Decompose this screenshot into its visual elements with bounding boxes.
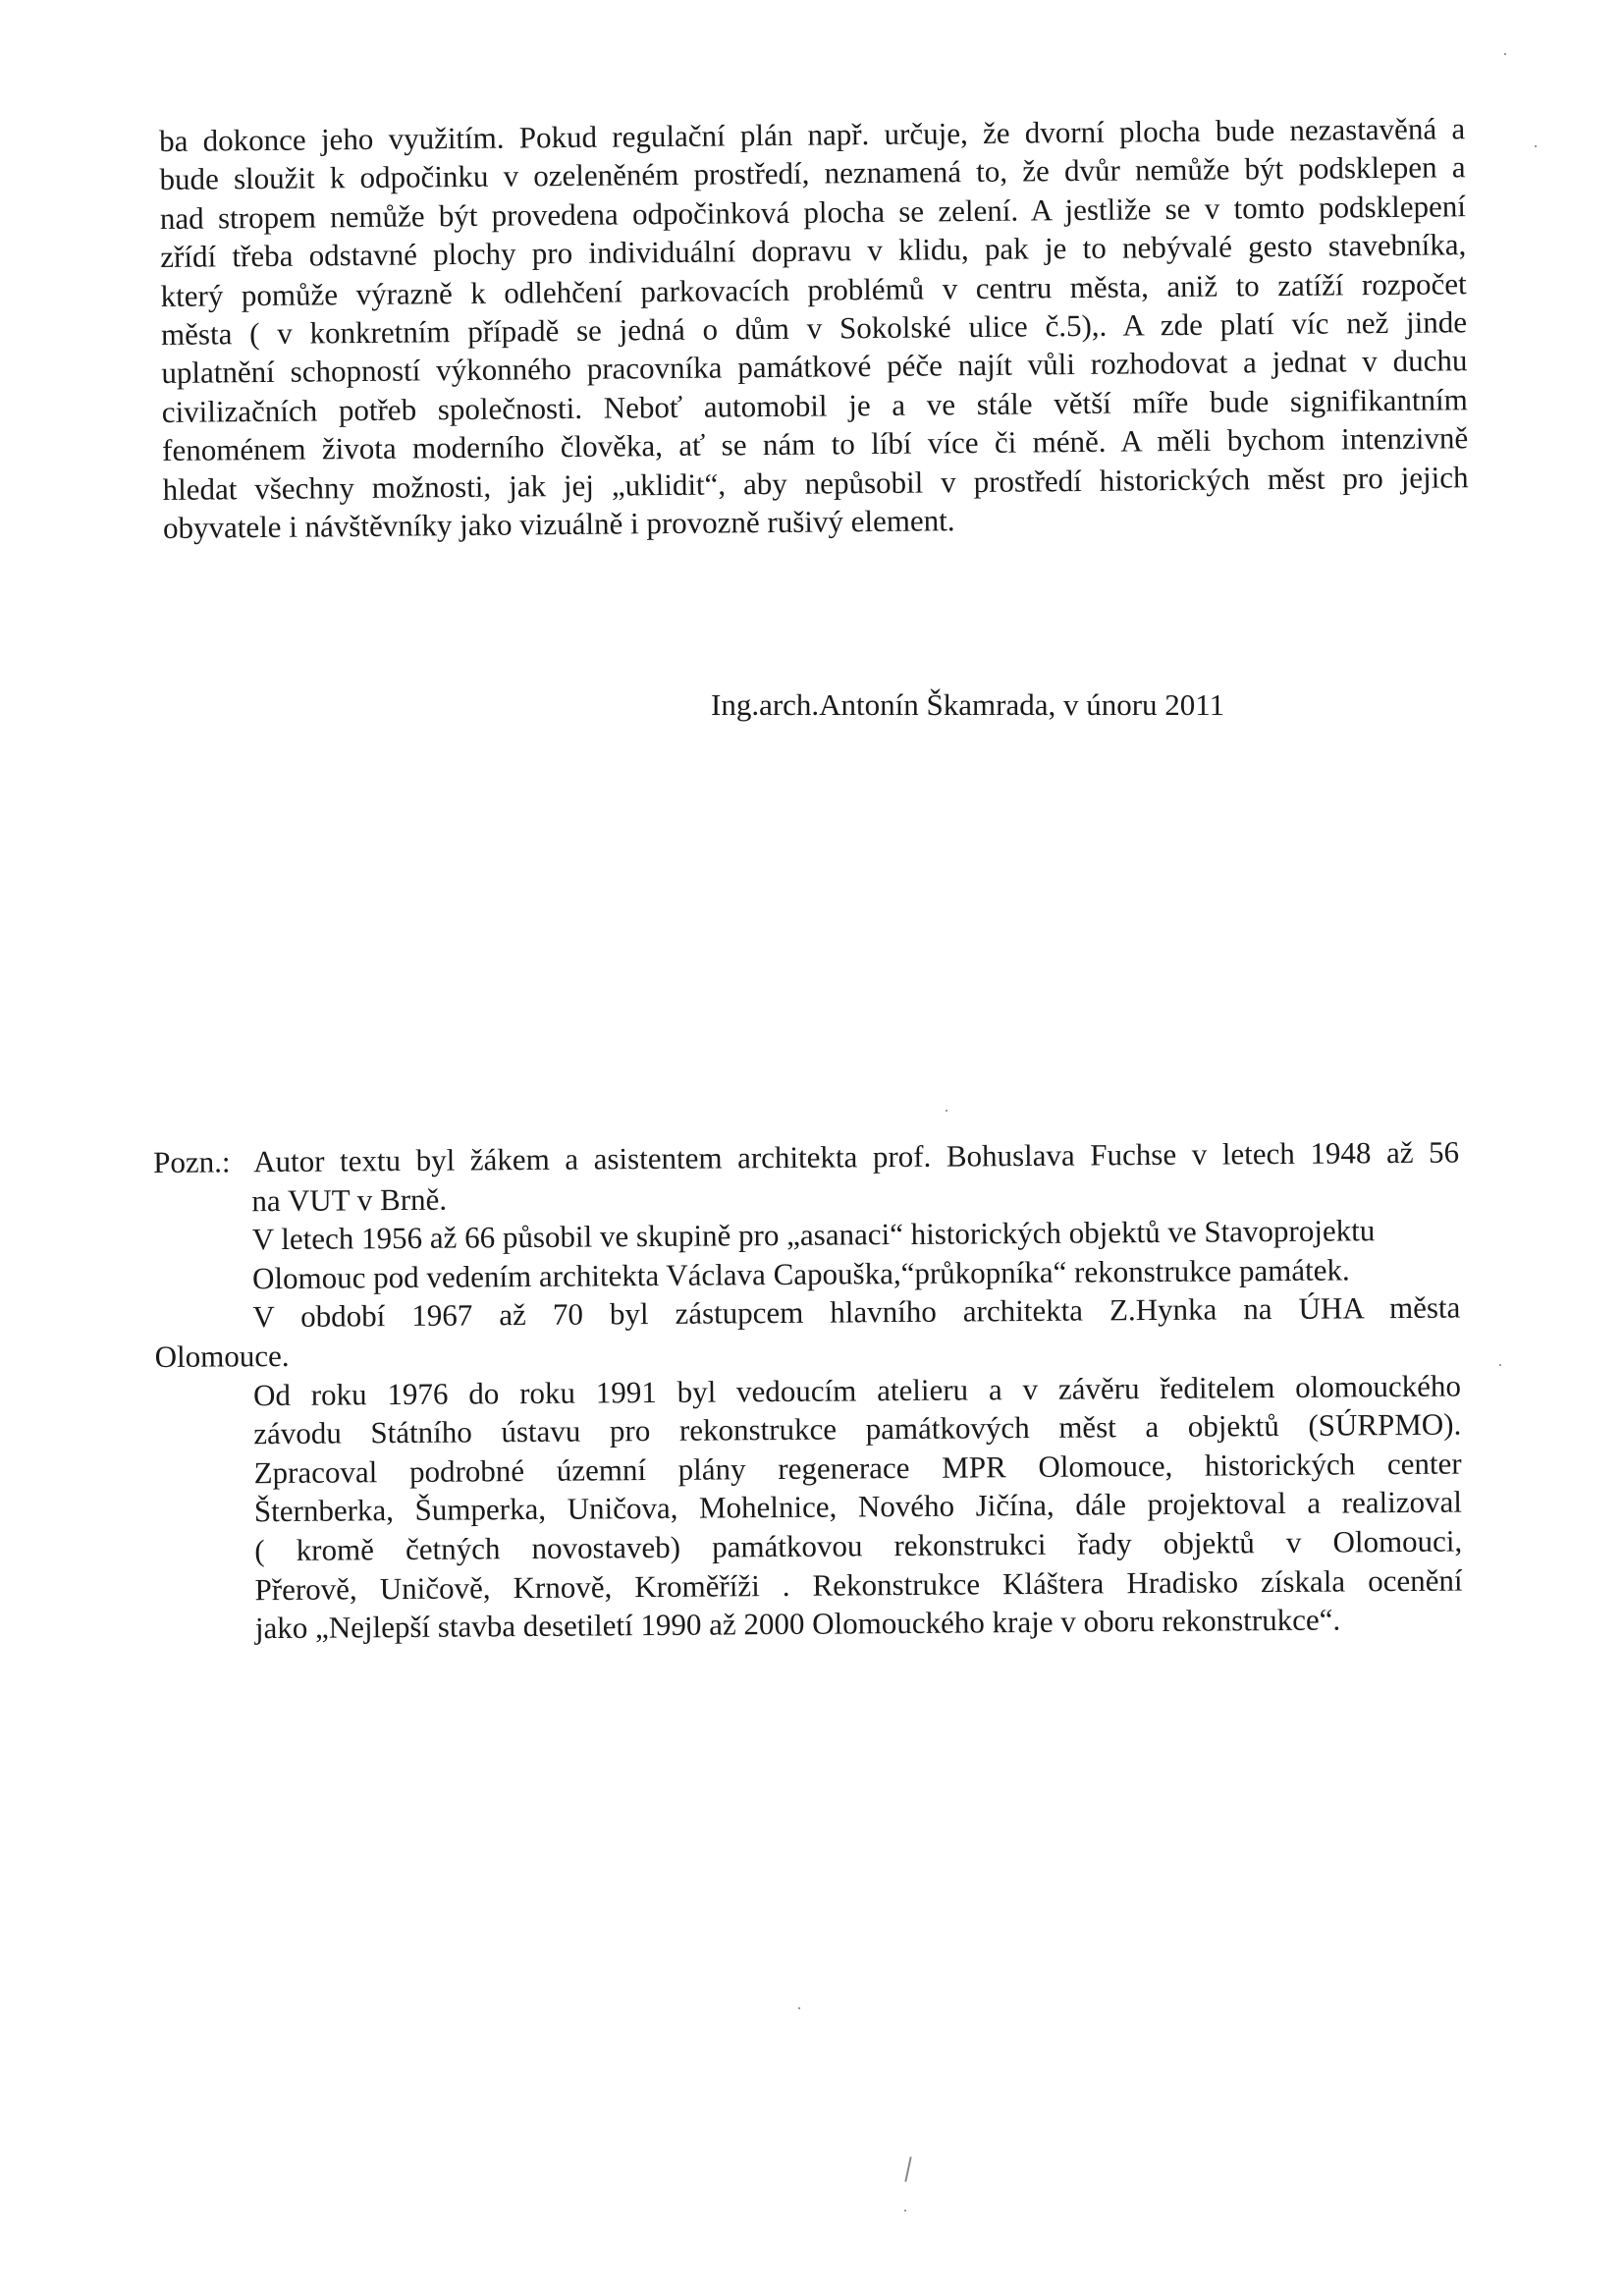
note-line: závodu Státního ústavu pro rekonstrukce památkových měst a objektů (SÚRPMO).: [253, 1406, 1462, 1451]
paragraph-line: který pomůže výrazně k odlehčení parkovacích problémů v centru města, aniž to zatíží rozpočet: [160, 265, 1467, 313]
paragraph-line: uplatnění schopností výkonného pracovníka památkové péče najít vůli rozhodovat a jednat v duchu: [161, 343, 1468, 391]
note-line: Olomouc pod vedením architekta Václava Capouška,“průkopníka“ rekonstrukce památek.: [251, 1252, 1350, 1295]
note-line: Autor textu byl žákem a asistentem architekta prof. Bohuslava Fuchse v letech 1948 až 56: [253, 1134, 1460, 1179]
scan-speck: [798, 2007, 800, 2009]
note-line: Zpracoval podrobné územní plány regenerace MPR Olomouce, historických center: [253, 1446, 1462, 1490]
note-line: V letech 1956 až 66 působil ve skupině pro „asanaci“ historických objektů ve Stavoprojektu: [251, 1213, 1376, 1257]
paragraph-line: civilizačních potřeb společnosti. Neboť automobil je a ve stále větší míře bude signifikantním: [161, 382, 1468, 429]
note-line: Olomouce.: [154, 1338, 290, 1374]
paragraph-line: hledat všechny možnosti, jak jej „uklidit“, aby nepůsobil v prostředí historických měst pro jejich: [162, 459, 1469, 507]
note-line: ( kromě četných novostaveb) památkovou rekonstrukci řady objektů v Olomouci,: [254, 1523, 1463, 1568]
paragraph-line: ba dokonce jeho využitím. Pokud regulační plán např. určuje, že dvorní plocha bude nezastavěná a: [159, 111, 1466, 158]
author-signature-line: Ing.arch.Antonín Škamrada, v únoru 2011: [711, 687, 1225, 722]
scan-speck: [1504, 53, 1506, 55]
note-line: Šternberka, Šumperka, Uničova, Mohelnice, Nového Jičína, dále projektoval a realizoval: [253, 1484, 1463, 1529]
paragraph-line: fenoménem života moderního člověka, ať se nám to líbí více či méně. A měli bychom intenzivně: [162, 420, 1469, 468]
scan-speck: [946, 1110, 947, 1112]
paragraph-line: bude sloužit k odpočinku v ozeleněném prostředí, neznamená to, že dvůr nemůže být podsklepen a: [159, 149, 1466, 197]
paragraph-line: nad stropem nemůže být provedena odpočinková plocha se zelení. A jestliže se v tomto podsklepení: [159, 189, 1467, 236]
note-line: na VUT v Brně.: [251, 1181, 448, 1218]
note-line: V období 1967 až 70 byl zástupcem hlavního architekta Z.Hynka na ÚHA města: [252, 1289, 1461, 1335]
author-note: [153, 1133, 1463, 1649]
paragraph-line: zřídí třeba odstavné plochy pro individuální dopravu v klidu, pak je to nebývalé gesto stavebníka,: [160, 227, 1467, 275]
scan-speck: [904, 2210, 906, 2212]
main-paragraph: [159, 109, 1469, 547]
paragraph-line: města ( v konkretním případě se jedná o dům v Sokolské ulice č.5),. A zde platí víc než jinde: [160, 304, 1468, 353]
note-line: Od roku 1976 do roku 1991 byl vedoucím atelieru a v závěru ředitelem olomouckého: [252, 1368, 1462, 1412]
note-line: Přerově, Uničově, Krnově, Kroměříži . Rekonstrukce Kláštera Hradisko získala ocenění: [254, 1562, 1463, 1607]
scan-speck: [1499, 1364, 1501, 1366]
scan-speck: [1535, 145, 1537, 147]
note-line: jako „Nejlepší stavba desetiletí 1990 až 2000 Olomouckého kraje v oboru rekonstrukce“.: [254, 1602, 1341, 1646]
note-label: Pozn.:: [153, 1144, 231, 1179]
paragraph-line: obyvatele i návštěvníky jako vizuálně i provozně rušivý element.: [162, 503, 955, 546]
scan-speck: [904, 2157, 911, 2182]
